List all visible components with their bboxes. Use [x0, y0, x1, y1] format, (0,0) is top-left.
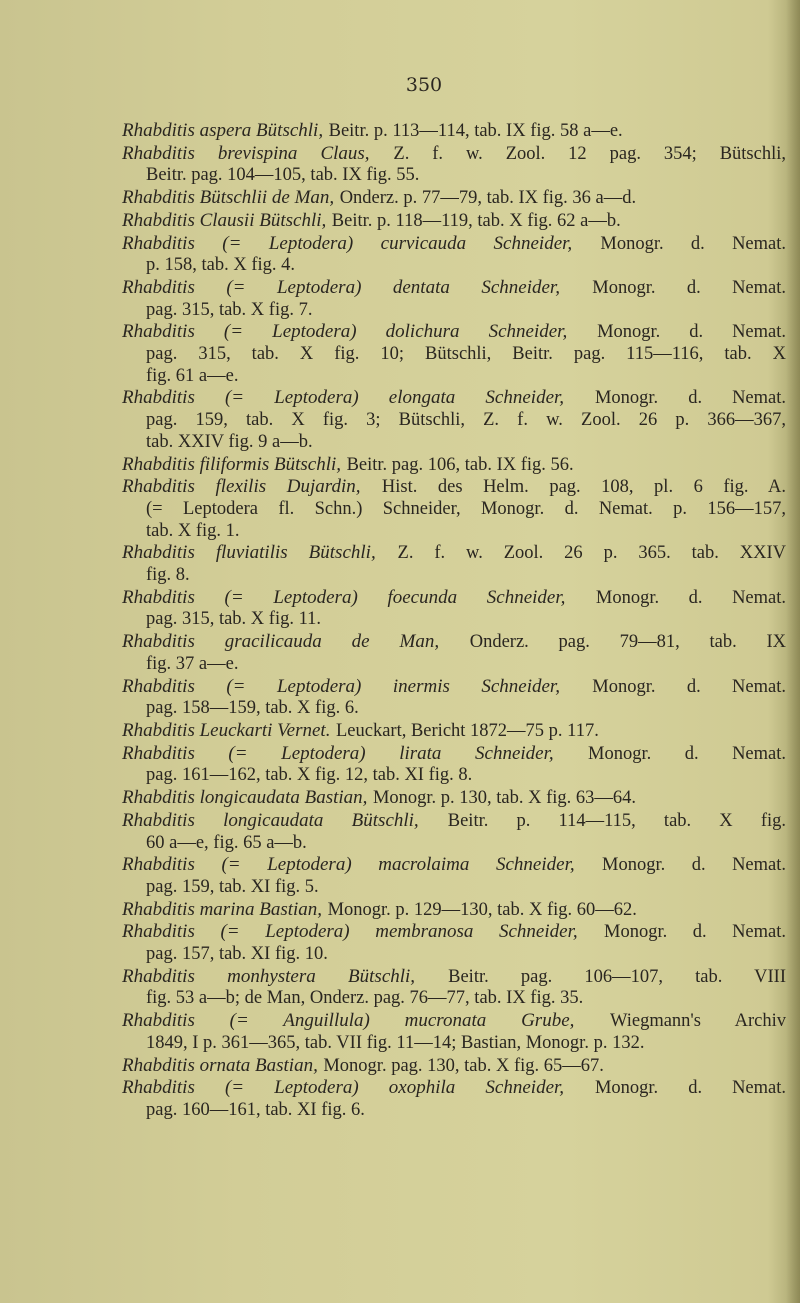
bibliography-entry [122, 810, 786, 854]
citation-text: Beitr. pag. 104—105, tab. IX fig. 55. [146, 165, 420, 186]
bibliography-entry [122, 921, 786, 965]
citation-text: Beitr. p. 113—114, tab. IX fig. 58 a—e. [328, 121, 623, 141]
citation-text: Z. f. w. Zool. 12 pag. 354; Bütschli, [393, 143, 786, 164]
entry-first-line [122, 387, 786, 410]
entry-continuation-line [122, 609, 786, 631]
entry-continuation-line [122, 765, 786, 787]
species-name: Rhabditis (= Leptodera) oxophila Schneider, [122, 1077, 565, 1099]
citation-text: pag. 158—159, tab. X fig. 6. [146, 698, 359, 719]
species-name: Rhabditis Bütschlii de Man, [122, 187, 335, 209]
species-name: Rhabditis flexilis Dujardin, [122, 476, 361, 498]
bibliography-entry [122, 743, 786, 787]
species-name: Rhabditis (= Leptodera) macrolaima Schneider, [122, 854, 575, 876]
entry-first-line [122, 743, 786, 766]
entry-continuation-line [122, 165, 786, 187]
citation-text: (= Leptodera fl. Schn.) Schneider, Monogr. d. Nemat. p. 156—157, [146, 498, 786, 519]
species-name: Rhabditis Leuckarti Vernet. [122, 719, 331, 741]
citation-text: p. 158, tab. X fig. 4. [146, 255, 296, 276]
citation-text: tab. X fig. 1. [146, 520, 240, 541]
citation-text: Beitr. p. 114—115, tab. X fig. [447, 810, 786, 831]
citation-text: pag. 315, tab. X fig. 7. [146, 299, 313, 320]
species-name: Rhabditis (= Leptodera) elongata Schneider, [122, 387, 565, 409]
entry-first-line [122, 720, 786, 743]
species-name: Rhabditis longicaudata Bütschli, [122, 809, 419, 831]
bibliography-entry [122, 120, 786, 143]
entry-first-line [122, 1077, 786, 1100]
species-name: Rhabditis (= Leptodera) lirata Schneider, [122, 742, 554, 764]
species-name: Rhabditis (= Leptodera) curvicauda Schneider, [122, 232, 573, 254]
entry-first-line [122, 454, 786, 477]
page-edge-shadow [786, 0, 800, 1303]
bibliography-entry [122, 854, 786, 898]
entry-first-line [122, 921, 786, 944]
bibliography-entry [122, 321, 786, 387]
entry-continuation-line [122, 877, 786, 899]
species-name: Rhabditis ornata Bastian, [122, 1054, 318, 1076]
bibliography-entry [122, 631, 786, 675]
citation-text: Monogr. d. Nemat. [597, 322, 787, 343]
bibliography-entry [122, 966, 786, 1010]
citation-text: tab. XXIV fig. 9 a—b. [146, 431, 313, 452]
citation-text: Monogr. d. Nemat. [594, 388, 787, 409]
entry-continuation-line [122, 344, 786, 366]
entry-first-line [122, 787, 786, 810]
bibliography-entry [122, 454, 786, 477]
entry-continuation-line [122, 698, 786, 720]
bibliography-entry [122, 233, 786, 277]
entry-continuation-line [122, 521, 786, 543]
entry-continuation-line [122, 1100, 786, 1122]
citation-text: Z. f. w. Zool. 26 p. 365. tab. XXIV [397, 543, 787, 564]
entry-first-line [122, 143, 786, 166]
citation-text: pag. 157, tab. XI fig. 10. [146, 944, 328, 965]
citation-text: Monogr. d. Nemat. [592, 277, 786, 298]
entry-first-line [122, 676, 786, 699]
species-name: Rhabditis marina Bastian, [122, 898, 323, 920]
species-name: Rhabditis (= Leptodera) dentata Schneider, [122, 276, 560, 298]
bibliography-entry [122, 476, 786, 542]
entry-first-line [122, 1010, 786, 1033]
citation-text: Monogr. pag. 130, tab. X fig. 65—67. [323, 1055, 604, 1076]
entry-first-line [122, 210, 786, 233]
citation-text: pag. 315, tab. X fig. 11. [146, 609, 322, 630]
citation-text: Monogr. d. Nemat. [594, 1078, 787, 1099]
species-name: Rhabditis gracilicauda de Man, [122, 631, 440, 653]
bibliography-entry [122, 1077, 786, 1121]
species-name: Rhabditis fluviatilis Bütschli, [122, 542, 376, 564]
entry-first-line [122, 321, 786, 344]
citation-text: Beitr. pag. 106—107, tab. VIII [448, 966, 787, 987]
citation-text: Monogr. p. 130, tab. X fig. 63—64. [372, 788, 637, 809]
bibliography-entry [122, 187, 786, 210]
citation-text: fig. 61 a—e. [146, 365, 239, 386]
citation-text: Hist. des Helm. pag. 108, pl. 6 fig. A. [381, 477, 787, 498]
entry-continuation-line [122, 255, 786, 277]
entry-first-line [122, 899, 786, 922]
citation-text: fig. 37 a—e. [146, 653, 239, 674]
entry-continuation-line [122, 499, 786, 521]
entry-first-line [122, 854, 786, 877]
citation-text: Monogr. d. Nemat. [602, 855, 786, 876]
citation-text: Beitr. p. 118—119, tab. X fig. 62 a—b. [331, 210, 621, 231]
page-number: 350 [405, 74, 443, 96]
citation-text: fig. 8. [146, 565, 190, 586]
entry-continuation-line [122, 944, 786, 966]
entry-first-line [122, 1055, 786, 1078]
citation-text: pag. 159, tab. X fig. 3; Bütschli, Z. f. w. Zool. 26 p. 366—367, [146, 410, 786, 431]
species-name: Rhabditis longicaudata Bastian, [122, 787, 368, 809]
entry-continuation-line [122, 565, 786, 587]
entry-first-line [122, 966, 786, 989]
citation-text: pag. 160—161, tab. XI fig. 6. [146, 1099, 365, 1120]
bibliography-entry [122, 587, 786, 631]
citation-text: Onderz. p. 77—79, tab. IX fig. 36 a—d. [339, 188, 637, 209]
citation-text: Leuckart, Bericht 1872—75 p. 117. [335, 720, 599, 741]
bibliography-entry [122, 387, 786, 453]
bibliography-entry [122, 1010, 786, 1054]
species-name: Rhabditis Clausii Bütschli, [122, 209, 327, 231]
citation-text: pag. 161—162, tab. X fig. 12, tab. XI fig. 8. [146, 765, 473, 786]
bibliography-entry [122, 1055, 786, 1078]
bibliography-entry [122, 143, 786, 187]
entry-first-line [122, 631, 786, 654]
bibliography-entry [122, 899, 786, 922]
citation-text: Monogr. d. Nemat. [588, 743, 786, 764]
species-name: Rhabditis (= Leptodera) dolichura Schneider, [122, 321, 568, 343]
entry-first-line [122, 233, 786, 256]
entry-continuation-line [122, 988, 786, 1010]
entry-continuation-line [122, 410, 786, 432]
species-name: Rhabditis monhystera Bütschli, [122, 965, 416, 987]
species-name: Rhabditis (= Leptodera) membranosa Schneider, [122, 921, 578, 943]
bibliography-entry [122, 720, 786, 743]
entry-first-line [122, 476, 786, 499]
entry-first-line [122, 810, 786, 833]
species-name: Rhabditis (= Anguillula) mucronata Grube, [122, 1010, 575, 1032]
citation-text: Monogr. p. 129—130, tab. X fig. 60—62. [327, 899, 637, 920]
entry-continuation-line [122, 366, 786, 388]
bibliography-entry [122, 542, 786, 586]
bibliography-entry [122, 210, 786, 233]
entry-first-line [122, 587, 786, 610]
citation-text: 60 a—e, fig. 65 a—b. [146, 832, 307, 853]
entry-first-line [122, 542, 786, 565]
entry-continuation-line [122, 654, 786, 676]
entry-first-line [122, 120, 786, 143]
species-name: Rhabditis (= Leptodera) foecunda Schneider, [122, 586, 566, 608]
citation-text: 1849, I p. 361—365, tab. VII fig. 11—14; Bastian, Monogr. p. 132. [146, 1032, 645, 1053]
citation-text: Monogr. d. Nemat. [592, 676, 786, 697]
citation-text: pag. 159, tab. XI fig. 5. [146, 876, 319, 897]
citation-text: Monogr. d. Nemat. [600, 233, 787, 254]
species-name: Rhabditis (= Leptodera) inermis Schneider, [122, 675, 560, 697]
species-name: Rhabditis aspera Bütschli, [122, 120, 324, 141]
entry-continuation-line [122, 432, 786, 454]
bibliography-entry [122, 277, 786, 321]
entry-continuation-line [122, 1033, 786, 1055]
species-name: Rhabditis brevispina Claus, [122, 142, 370, 164]
citation-text: Monogr. d. Nemat. [595, 587, 787, 608]
citation-text: pag. 315, tab. X fig. 10; Bütschli, Beitr. pag. 115—116, tab. X [146, 344, 786, 365]
citation-text: fig. 53 a—b; de Man, Onderz. pag. 76—77, tab. IX fig. 35. [146, 988, 584, 1009]
citation-text: Beitr. pag. 106, tab. IX fig. 56. [346, 454, 574, 475]
citation-text: Wiegmann's Archiv [610, 1011, 786, 1032]
bibliography-list [122, 120, 786, 1122]
entry-continuation-line [122, 300, 786, 322]
bibliography-entry [122, 676, 786, 720]
species-name: Rhabditis filiformis Bütschli, [122, 453, 342, 475]
entry-continuation-line [122, 833, 786, 855]
bibliography-entry [122, 787, 786, 810]
citation-text: Onderz. pag. 79—81, tab. IX [469, 632, 786, 653]
entry-first-line [122, 277, 786, 300]
citation-text: Monogr. d. Nemat. [604, 922, 787, 943]
entry-first-line [122, 187, 786, 210]
